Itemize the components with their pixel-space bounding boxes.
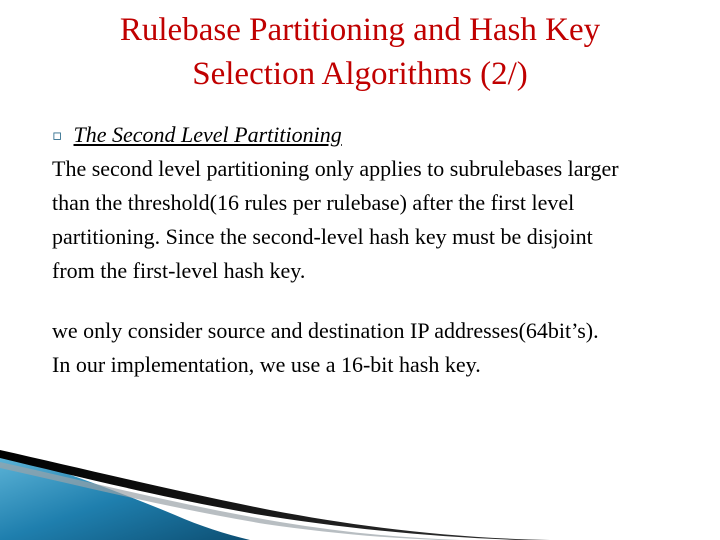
paragraph-1-line-1: The second level partitioning only applies to subrulebases larger: [52, 156, 619, 181]
paragraph-1-line-3: partitioning. Since the second-level hash key must be disjoint: [52, 224, 593, 249]
paragraph-1-line-2: than the threshold(16 rules per rulebase) after the first level: [52, 190, 575, 215]
paragraph-2-line-2: In our implementation, we use a 16-bit hash key.: [52, 352, 481, 377]
slide-title-line-2: Selection Algorithms (2/): [192, 56, 528, 92]
slide-title-line-1: Rulebase Partitioning and Hash Key: [119, 12, 601, 48]
bullet-square-icon: ▫: [52, 126, 63, 144]
paragraph-2-line-1: we only consider source and destination IP addresses(64bit’s).: [52, 318, 599, 343]
paragraph-1-line-4: from the first-level hash key.: [52, 258, 306, 283]
bullet-heading-text: The Second Level Partitioning: [73, 122, 342, 147]
